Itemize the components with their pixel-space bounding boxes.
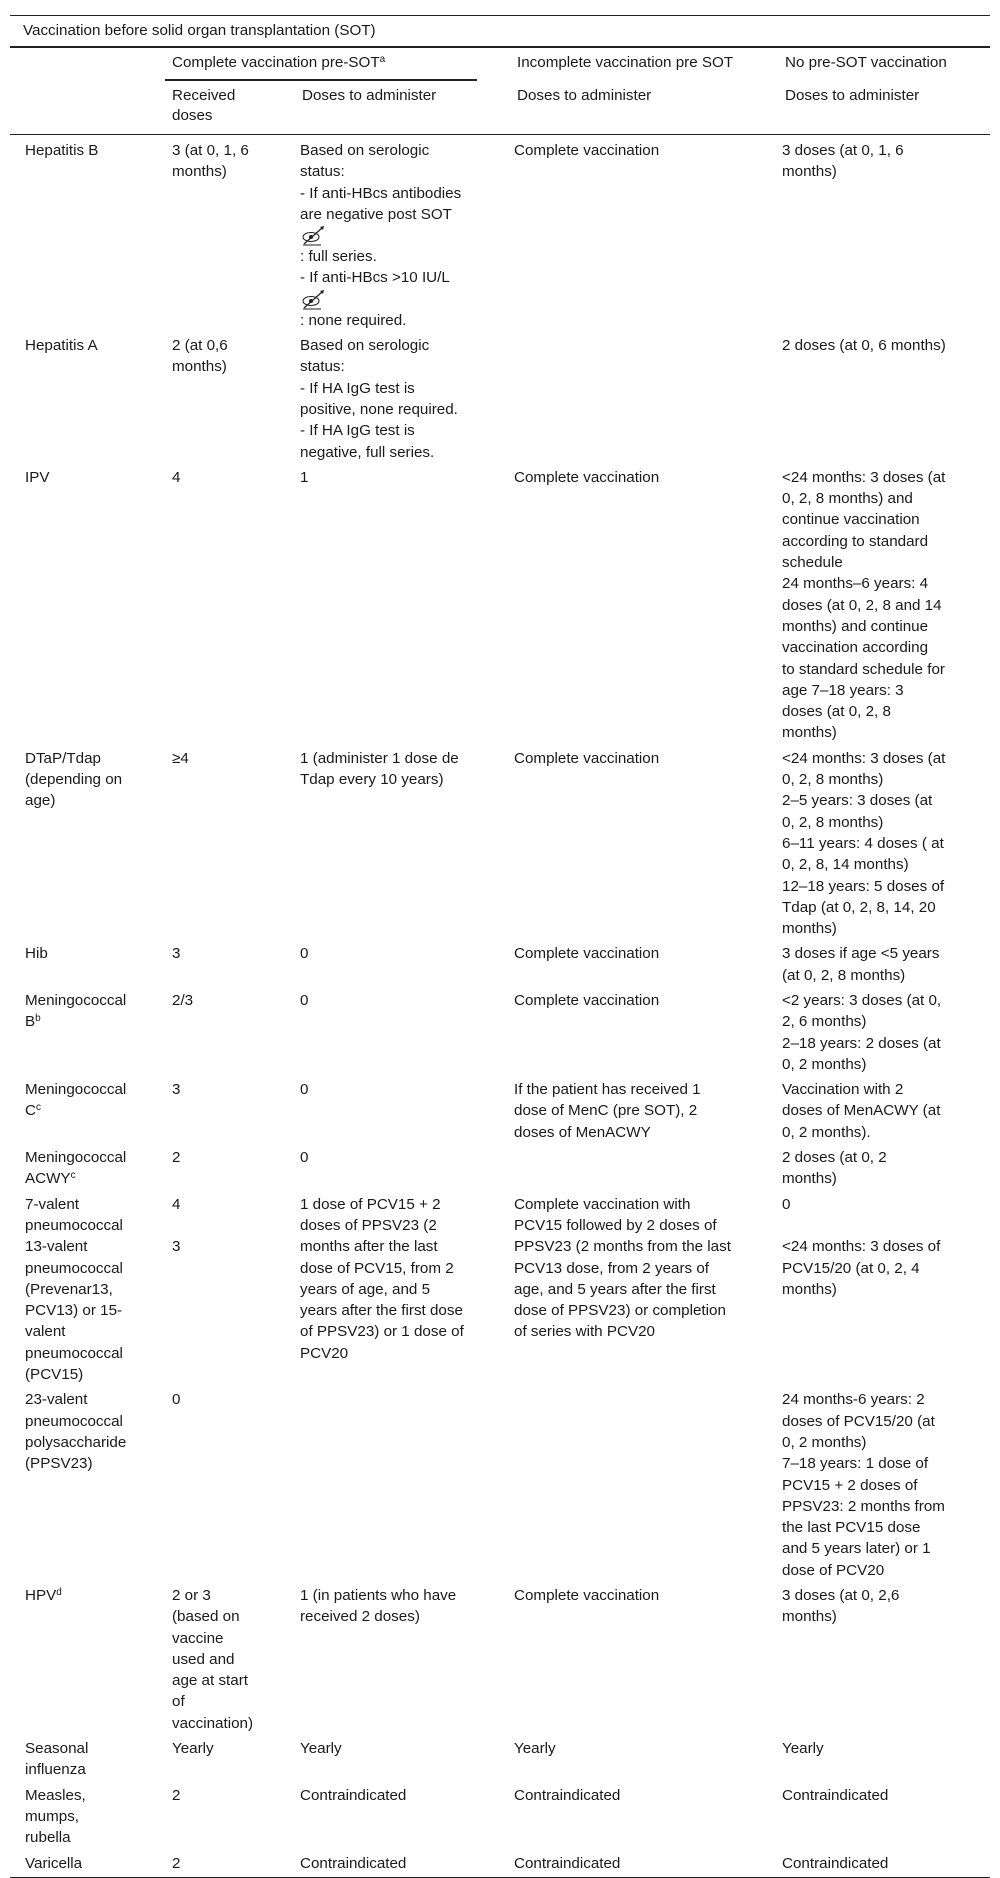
cell-line: 0, 2 months). — [782, 1123, 871, 1141]
cell-line: 2, 6 months) — [782, 1013, 867, 1031]
cell-vaccine — [10, 140, 170, 331]
header-incomplete-group: Incomplete vaccination pre SOT — [517, 54, 734, 71]
cell-line: 2 — [172, 1786, 181, 1804]
cell-line: to standard schedule for — [782, 660, 945, 678]
cell-line: PPSV23 (2 months from the last — [514, 1238, 731, 1256]
cell-line: (Prevenar13, — [25, 1280, 113, 1298]
cell-line: Complete vaccination — [514, 142, 660, 159]
cell-line: Complete vaccination with — [514, 1195, 691, 1213]
cell-line: Hepatitis B — [25, 142, 99, 159]
cell-line: pneumococcal — [25, 1216, 123, 1234]
cell-line: Meningococcal — [25, 1081, 127, 1099]
cell-incomplete — [514, 943, 782, 986]
cell-line: <2 years: 3 doses (at 0, — [782, 991, 942, 1009]
cell-line: : none required. — [300, 311, 407, 329]
header-doses-none: Doses to administer — [785, 87, 920, 104]
cell-line: 3 — [172, 945, 181, 963]
table-row — [10, 1385, 990, 1581]
cell-line: 0, 2, 8 months) — [782, 813, 884, 831]
cell-vaccine — [10, 335, 170, 463]
table-row — [10, 939, 990, 986]
cell-none — [782, 1389, 990, 1581]
cell-line: Complete vaccination — [514, 945, 660, 963]
cell-incomplete — [514, 140, 782, 331]
cell-none — [782, 943, 990, 986]
cell-line: Vaccination with 2 — [782, 1081, 904, 1099]
cell-complete — [300, 943, 514, 986]
cell-complete — [300, 1585, 514, 1734]
table-row — [10, 1849, 990, 1874]
cell-line — [172, 1215, 286, 1236]
header-complete-group: Complete vaccination pre-SOT$^a$ — [172, 54, 386, 71]
cell-line: Yearly — [782, 1740, 824, 1758]
table-row — [10, 1190, 990, 1386]
cell-line: Meningococcal — [25, 1149, 127, 1167]
cell-line: 24 months-6 years: 2 — [782, 1391, 925, 1409]
cell-line: 2–5 years: 3 doses (at — [782, 792, 933, 810]
cell-line: pneumococcal — [25, 1259, 123, 1277]
cell-line: 2/3 — [172, 991, 194, 1009]
cell-none — [782, 1585, 990, 1734]
cell-line: months) — [782, 1608, 837, 1626]
cell-line: Contraindicated — [300, 1854, 407, 1872]
cell-line: 0 — [782, 1195, 791, 1213]
cell-line: 23-valent — [25, 1391, 88, 1409]
cell-line: polysaccharide — [25, 1433, 127, 1451]
cell-vaccine — [10, 1585, 170, 1734]
cell-received — [170, 140, 300, 331]
cell-line: Complete vaccination — [514, 991, 660, 1009]
cell-complete — [300, 1147, 514, 1190]
cell-vaccine — [10, 467, 170, 744]
header-doses-incomplete: Doses to administer — [517, 87, 652, 104]
cell-line: (PCV15) — [25, 1366, 84, 1384]
cell-line: Complete vaccination — [514, 468, 660, 486]
cell-line: dose of PCV15, from 2 — [300, 1259, 454, 1277]
cell-line: If the patient has received 1 — [514, 1081, 701, 1099]
cell-vaccine — [10, 1853, 170, 1874]
cell-line: 1 dose of PCV15 + 2 — [300, 1195, 441, 1213]
cell-line: rubella — [25, 1829, 71, 1847]
cell-line: valent — [25, 1323, 66, 1341]
cell-line: PCV13) or 15- — [25, 1302, 123, 1320]
cell-line: - If anti-HBcs antibodies — [300, 184, 462, 202]
cell-line: (based on — [172, 1608, 240, 1626]
cell-line: vaccination) — [172, 1714, 254, 1732]
cell-line: Contraindicated — [782, 1854, 889, 1872]
cell-line: 3 — [172, 1238, 181, 1256]
cell-line: months) — [172, 163, 227, 181]
cell-line: 0, 2, 8 months) — [782, 771, 884, 789]
cell-none — [782, 1738, 990, 1781]
cell-line: Yearly — [300, 1740, 342, 1758]
cell-line: are negative post SOT — [300, 205, 452, 223]
cell-line: age 7–18 years: 3 — [782, 681, 904, 699]
cell-line: C — [25, 1102, 36, 1120]
cell-line: 2 — [172, 1149, 181, 1167]
cell-line: 3 doses (at 0, 2,6 — [782, 1587, 900, 1604]
cell-line: 2 doses (at 0, 6 months) — [782, 337, 946, 355]
header-doses-complete: Doses to administer — [302, 87, 437, 104]
cell-line: B — [25, 1013, 36, 1031]
cell-complete — [300, 1079, 514, 1143]
cell-line: months) — [782, 1170, 837, 1188]
cell-vaccine — [10, 1738, 170, 1781]
cell-incomplete — [514, 1853, 782, 1874]
cell-incomplete — [514, 1785, 782, 1849]
cell-none — [782, 140, 990, 331]
cell-line: 6–11 years: 4 doses ( at — [782, 834, 944, 852]
table-row — [10, 1075, 990, 1143]
cell-line: schedule — [782, 554, 843, 572]
cell-line: doses of MenACWY (at — [782, 1102, 941, 1120]
cell-line: Contraindicated — [514, 1786, 621, 1804]
cell-vaccine — [10, 1079, 170, 1143]
cell-line: dose of PPSV23) or completion — [514, 1302, 726, 1320]
cell-line: Contraindicated — [300, 1786, 407, 1804]
cell-none — [782, 467, 990, 744]
cell-received — [170, 748, 300, 940]
cell-line: vaccine — [172, 1629, 224, 1647]
cell-incomplete — [514, 1738, 782, 1781]
cell-line: months) — [782, 920, 837, 938]
cell-line: Varicella — [25, 1854, 83, 1872]
cell-line: 0, 2, 8, 14 months) — [782, 856, 909, 874]
cell-line: 2 or 3 — [172, 1587, 211, 1604]
cell-line: 0 — [172, 1391, 181, 1409]
cell-line: dose of PCV20 — [782, 1561, 885, 1579]
cell-complete — [300, 1853, 514, 1874]
cell-line: Based on serologic — [300, 337, 430, 355]
cell-line: received 2 doses) — [300, 1608, 420, 1626]
cell-line: age at start — [172, 1672, 248, 1690]
cell-vaccine — [10, 748, 170, 940]
cell-line: 0, 2 months) — [782, 1055, 867, 1073]
cell-line: 1 (administer 1 dose de — [300, 749, 459, 767]
header-group-rule — [165, 79, 477, 81]
cell-line: mumps, — [25, 1807, 80, 1825]
cell-line: of series with PCV20 — [514, 1323, 655, 1341]
cell-line: 13-valent — [25, 1238, 88, 1256]
vaccination-table — [10, 15, 990, 1878]
cell-received — [170, 1147, 300, 1190]
cell-line: Tdap (at 0, 2, 8, 14, 20 — [782, 898, 936, 916]
header-none-group: No pre-SOT vaccination — [785, 54, 947, 71]
cell-line: 4 — [172, 468, 181, 486]
cell-line: status: — [300, 163, 345, 181]
table-row — [10, 986, 990, 1075]
cell-line: 4 — [172, 1195, 181, 1213]
cell-line: dose of MenC (pre SOT), 2 — [514, 1102, 698, 1120]
cell-received — [170, 1585, 300, 1734]
cell-incomplete — [514, 1079, 782, 1143]
cell-line: 24 months–6 years: 4 — [782, 575, 929, 593]
cell-line: vaccination according — [782, 639, 929, 657]
cell-none — [782, 1079, 990, 1143]
cell-line: Yearly — [514, 1740, 556, 1758]
cell-line: <24 months: 3 doses (at — [782, 468, 946, 486]
cell-line: Complete vaccination — [514, 749, 660, 767]
cell-none — [782, 748, 990, 940]
cell-line: <24 months: 3 doses (at — [782, 749, 946, 767]
header-received-doses: Received doses — [172, 87, 236, 124]
cell-complete — [300, 1738, 514, 1781]
table-row — [10, 1781, 990, 1849]
cell-line: months after the last — [300, 1238, 438, 1256]
cell-line: age, and 5 years after the first — [514, 1280, 716, 1298]
cell-line: Meningococcal — [25, 991, 127, 1009]
cell-line: - If anti-HBcs >10 IU/L — [300, 269, 450, 287]
cell-vaccine — [10, 990, 170, 1075]
footnote-marker: b — [35, 1013, 41, 1025]
cell-line: PCV13 dose, from 2 years of — [514, 1259, 709, 1277]
pen-with-eye-icon — [300, 289, 500, 310]
cell-incomplete — [514, 335, 782, 463]
cell-line: Measles, — [25, 1786, 86, 1804]
cell-line: (depending on — [25, 771, 123, 789]
cell-line: 2–18 years: 2 doses (at — [782, 1034, 941, 1052]
cell-line: IPV — [25, 468, 50, 486]
cell-line: 1 — [300, 468, 309, 486]
cell-line: Seasonal — [25, 1740, 89, 1758]
cell-line: months) and continue — [782, 617, 929, 635]
cell-line: 0, 2 months) — [782, 1433, 867, 1451]
cell-line: Based on serologic — [300, 142, 430, 159]
cell-line: <24 months: 3 doses of — [782, 1238, 941, 1256]
cell-line: 0 — [300, 1149, 309, 1167]
cell-incomplete — [514, 1389, 782, 1581]
table-row — [10, 135, 990, 331]
cell-line: ≥4 — [172, 749, 189, 767]
cell-line: and 5 years later) or 1 — [782, 1540, 931, 1558]
cell-none — [782, 1147, 990, 1190]
cell-line: of — [172, 1693, 185, 1711]
cell-vaccine — [10, 943, 170, 986]
cell-received — [170, 1785, 300, 1849]
cell-received — [170, 335, 300, 463]
cell-line: 0 — [300, 945, 309, 963]
cell-line: Hepatitis A — [25, 337, 98, 355]
cell-line: PCV15 followed by 2 doses of — [514, 1216, 717, 1234]
cell-line: PPSV23: 2 months from — [782, 1497, 945, 1515]
cell-line: (at 0, 2, 8 months) — [782, 966, 906, 984]
footnote-marker: c — [35, 1102, 41, 1114]
cell-line: 7-valent — [25, 1195, 80, 1213]
cell-complete — [300, 1194, 514, 1386]
cell-complete — [300, 1389, 514, 1581]
cell-line: 7–18 years: 1 dose of — [782, 1455, 929, 1473]
cell-line: 12–18 years: 5 doses of — [782, 877, 945, 895]
table-row — [10, 331, 990, 463]
cell-line: months) — [782, 1280, 837, 1298]
cell-line: (PPSV23) — [25, 1455, 93, 1473]
cell-incomplete — [514, 1147, 782, 1190]
cell-line: Yearly — [172, 1740, 214, 1758]
cell-none — [782, 1194, 990, 1386]
cell-complete — [300, 748, 514, 940]
cell-line: 3 (at 0, 1, 6 — [172, 142, 249, 159]
cell-line: 0 — [300, 991, 309, 1009]
cell-line: months) — [782, 724, 837, 742]
cell-incomplete — [514, 467, 782, 744]
cell-incomplete — [514, 748, 782, 940]
footnote-marker: d — [56, 1587, 62, 1598]
cell-line: age) — [25, 792, 56, 810]
cell-line: doses (at 0, 2, 8 — [782, 703, 891, 721]
cell-received — [170, 1738, 300, 1781]
cell-line: 0 — [300, 1081, 309, 1099]
cell-none — [782, 1785, 990, 1849]
cell-vaccine — [10, 1147, 170, 1190]
cell-line: months) — [782, 163, 837, 181]
cell-incomplete — [514, 1194, 782, 1386]
cell-vaccine — [10, 1785, 170, 1849]
cell-line: used and — [172, 1650, 235, 1668]
cell-received — [170, 1853, 300, 1874]
cell-received — [170, 990, 300, 1075]
cell-line: pneumococcal — [25, 1412, 123, 1430]
table-row — [10, 1581, 990, 1734]
cell-line: pneumococcal — [25, 1344, 123, 1362]
table-row — [10, 1734, 990, 1781]
cell-received — [170, 1389, 300, 1581]
cell-line: 0, 2, 8 months) and — [782, 490, 913, 508]
cell-line: doses (at 0, 2, 8 and 14 — [782, 596, 942, 614]
cell-line: : full series. — [300, 248, 377, 266]
cell-line: Complete vaccination — [514, 1587, 660, 1604]
cell-line: 3 doses (at 0, 1, 6 — [782, 142, 904, 159]
table-header — [10, 48, 990, 134]
cell-line: 2 (at 0,6 — [172, 337, 228, 355]
cell-received — [170, 1079, 300, 1143]
cell-line: years after the first dose — [300, 1302, 463, 1320]
table-row — [10, 463, 990, 744]
cell-line: of PPSV23) or 1 dose of — [300, 1323, 464, 1341]
table-row — [10, 744, 990, 940]
cell-complete — [300, 140, 514, 331]
cell-line: 1 (in patients who have — [300, 1587, 457, 1604]
cell-line: DTaP/Tdap — [25, 749, 101, 767]
cell-none — [782, 335, 990, 463]
cell-line: PCV15 + 2 doses of — [782, 1476, 918, 1494]
cell-line: 2 doses (at 0, 2 — [782, 1149, 887, 1167]
cell-line: HPV — [25, 1587, 57, 1604]
pen-with-eye-icon — [300, 225, 500, 246]
cell-line: ACWY — [25, 1170, 71, 1188]
cell-complete — [300, 467, 514, 744]
cell-none — [782, 1853, 990, 1874]
cell-line: doses of MenACWY — [514, 1123, 651, 1141]
cell-vaccine — [10, 1389, 170, 1581]
cell-line: PCV15/20 (at 0, 2, 4 — [782, 1259, 920, 1277]
cell-received — [170, 467, 300, 744]
cell-line: negative, full series. — [300, 443, 435, 461]
cell-line: 3 doses if age <5 years — [782, 945, 940, 963]
cell-line: the last PCV15 dose — [782, 1519, 921, 1537]
cell-line: - If HA IgG test is — [300, 422, 415, 440]
cell-line: influenza — [25, 1761, 86, 1779]
cell-vaccine — [10, 1194, 170, 1386]
cell-line: months) — [172, 358, 227, 376]
cell-line: doses of PCV15/20 (at — [782, 1412, 935, 1430]
cell-line: positive, none required. — [300, 400, 458, 418]
cell-complete — [300, 1785, 514, 1849]
cell-complete — [300, 335, 514, 463]
cell-line: status: — [300, 358, 345, 376]
cell-line: doses of PPSV23 (2 — [300, 1216, 437, 1234]
cell-line: Hib — [25, 945, 48, 963]
cell-line: PCV20 — [300, 1344, 349, 1362]
cell-received — [170, 1194, 300, 1386]
cell-line: Contraindicated — [782, 1786, 889, 1804]
cell-line: according to standard — [782, 532, 929, 550]
cell-none — [782, 990, 990, 1075]
cell-line — [782, 1215, 970, 1236]
table-row — [10, 1143, 990, 1190]
cell-line: Contraindicated — [514, 1854, 621, 1872]
cell-line: 3 — [172, 1081, 181, 1099]
cell-incomplete — [514, 1585, 782, 1734]
cell-line: Tdap every 10 years) — [300, 771, 444, 789]
table-body — [10, 135, 990, 1874]
footnote-marker: c — [70, 1170, 76, 1182]
cell-complete — [300, 990, 514, 1075]
cell-line: 2 — [172, 1854, 181, 1872]
cell-received — [170, 943, 300, 986]
cell-line: continue vaccination — [782, 511, 920, 529]
cell-incomplete — [514, 990, 782, 1075]
cell-line: - If HA IgG test is — [300, 379, 415, 397]
cell-line: years of age, and 5 — [300, 1280, 431, 1298]
table-caption: Vaccination before solid organ transplantation (SOT) — [23, 22, 376, 39]
